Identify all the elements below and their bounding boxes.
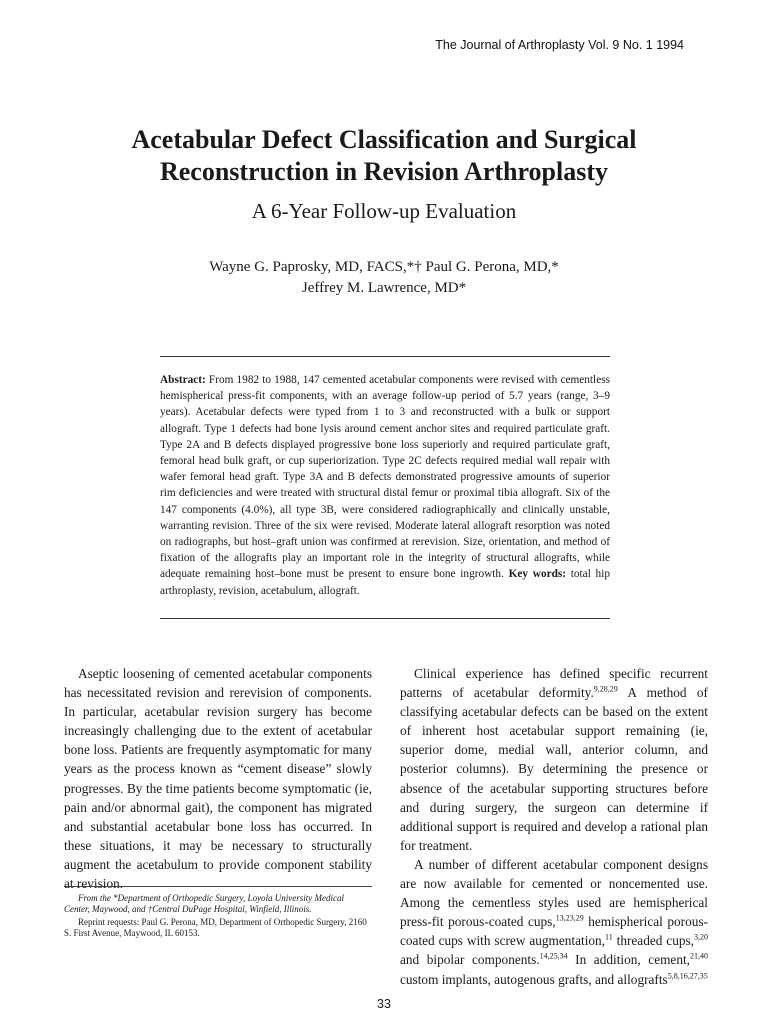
- footnote: [64, 893, 372, 941]
- citation: 21,40: [690, 951, 709, 961]
- abstract-top-rule: [160, 356, 610, 357]
- citation: 9,28,29: [593, 684, 618, 694]
- citation: 5,8,16,27,35: [667, 971, 708, 981]
- article-subtitle: A 6-Year Follow-up Evaluation: [251, 199, 517, 223]
- authors-line-1: Wayne G. Paprosky, MD, FACS,*† Paul G. Perona, MD,*: [209, 259, 559, 275]
- citation: 13,23,29: [555, 913, 584, 923]
- text-run: A number of different acetabular component designs are now available for cemented or noncemented use. Among the cementless styles used are hemispherical press-fit porous-coated cups,: [400, 856, 708, 930]
- text-run: and bipolar components.: [400, 952, 540, 968]
- abstract-label: Abstract:: [160, 374, 206, 386]
- citation: 14,25,34: [539, 951, 568, 961]
- right-paragraph-2: [400, 855, 708, 989]
- abstract-bottom-rule: [160, 618, 610, 619]
- page-number: 33: [377, 997, 391, 1011]
- citation: 3,20: [694, 932, 708, 942]
- right-column: [400, 664, 709, 987]
- keywords-label: Key words:: [503, 568, 567, 581]
- citation: 11: [605, 932, 613, 942]
- left-column: [64, 664, 372, 893]
- text-run: custom implants, autogenous grafts, and allografts: [400, 971, 668, 987]
- text-run: A method of classifying acetabular defects can be based on the extent of inherent host acetabular support remaining (ie, superior dome, medial wall, anterior column, and posterior columns). By determining the presence or absence of the acetabular supporting structures before and during surgery, the surgeon can determine if additional support is required and develop a rational plan for treatment.: [400, 685, 708, 853]
- author-list: [0, 257, 768, 299]
- right-paragraph-1: [400, 664, 708, 855]
- reprint-note: Reprint requests: Paul G. Perona, MD, Department of Orthopedic Surgery, 2160 S. First Avenue, Maywood, IL 60153.: [64, 917, 367, 938]
- authors-line-2: Jeffrey M. Lawrence, MD*: [301, 280, 467, 296]
- running-head: The Journal of Arthroplasty Vol. 9 No. 1 1994: [435, 38, 684, 52]
- title-line-1: Acetabular Defect Classification and Surgical: [131, 125, 637, 154]
- article-title: [0, 124, 768, 188]
- footnote-rule: [64, 886, 372, 887]
- abstract: [160, 372, 610, 599]
- text-run: Clinical experience has defined specific recurrent patterns of acetabular deformity.: [400, 666, 708, 701]
- text-run: hemispherical porous-coated cups with screw augmentation,: [400, 914, 708, 949]
- text-run: In addition, cement,: [567, 952, 691, 968]
- text-run: threaded cups,: [612, 933, 694, 949]
- intro-paragraph: Aseptic loosening of cemented acetabular components has necessitated revision and rerevision of components. In particular, acetabular revision surgery has become increasingly challenging due to the extent of acetabular bone loss. Patients are frequently asymptomatic for many years as the process known as “cement disease” slowly progresses. By the time patients become symptomatic (ie, pain and/or abnormal gait), the component has migrated and substantial acetabular bone loss has occurred. In these situations, it may be necessary to structurally augment the acetabulum to provide component stability at revision.: [64, 666, 372, 892]
- abstract-text: From 1982 to 1988, 147 cemented acetabular components were revised with cementless hemispherical press-fit components, with an average follow-up period of 5.7 years (range, 3–9 years). Acetabular defects were typed from 1 to 3 and reconstructed with a bulk or support allograft. Type 1 defects had bone lysis around cement anchor sites and required particulate graft. Type 2A and B defects displayed progressive bone loss superiorly and required particulate graft, femoral head bulk graft, or cup superiorization. Type 2C defects required medial wall repair with wafer femoral head graft. Type 3A and B defects demonstrated progressive amounts of superior rim deficiencies and were treated with structural distal femur or proximal tibia allograft. Six of the 147 components (4.0%), all type 3B, were considered radiographically and clinically unstable, warranting revision. Three of the six were revised. Moderate lateral allograft resorption was noted on radiographs, but host–graft union was confirmed at rerevision. Size, orientation, and method of fixation of the allografts play an important role in the integrity of structural allografts, while adequate remaining host–bone must be present to ensure bone ingrowth.: [160, 374, 610, 581]
- title-line-2: Reconstruction in Revision Arthroplasty: [159, 157, 609, 186]
- keywords: total hip arthroplasty, revision, acetabulum, allograft.: [160, 568, 610, 597]
- affiliation-note: From the *Department of Orthopedic Surgery, Loyola University Medical Center, Maywood, and †Central DuPage Hospital, Winfield, Illinois.: [64, 893, 345, 914]
